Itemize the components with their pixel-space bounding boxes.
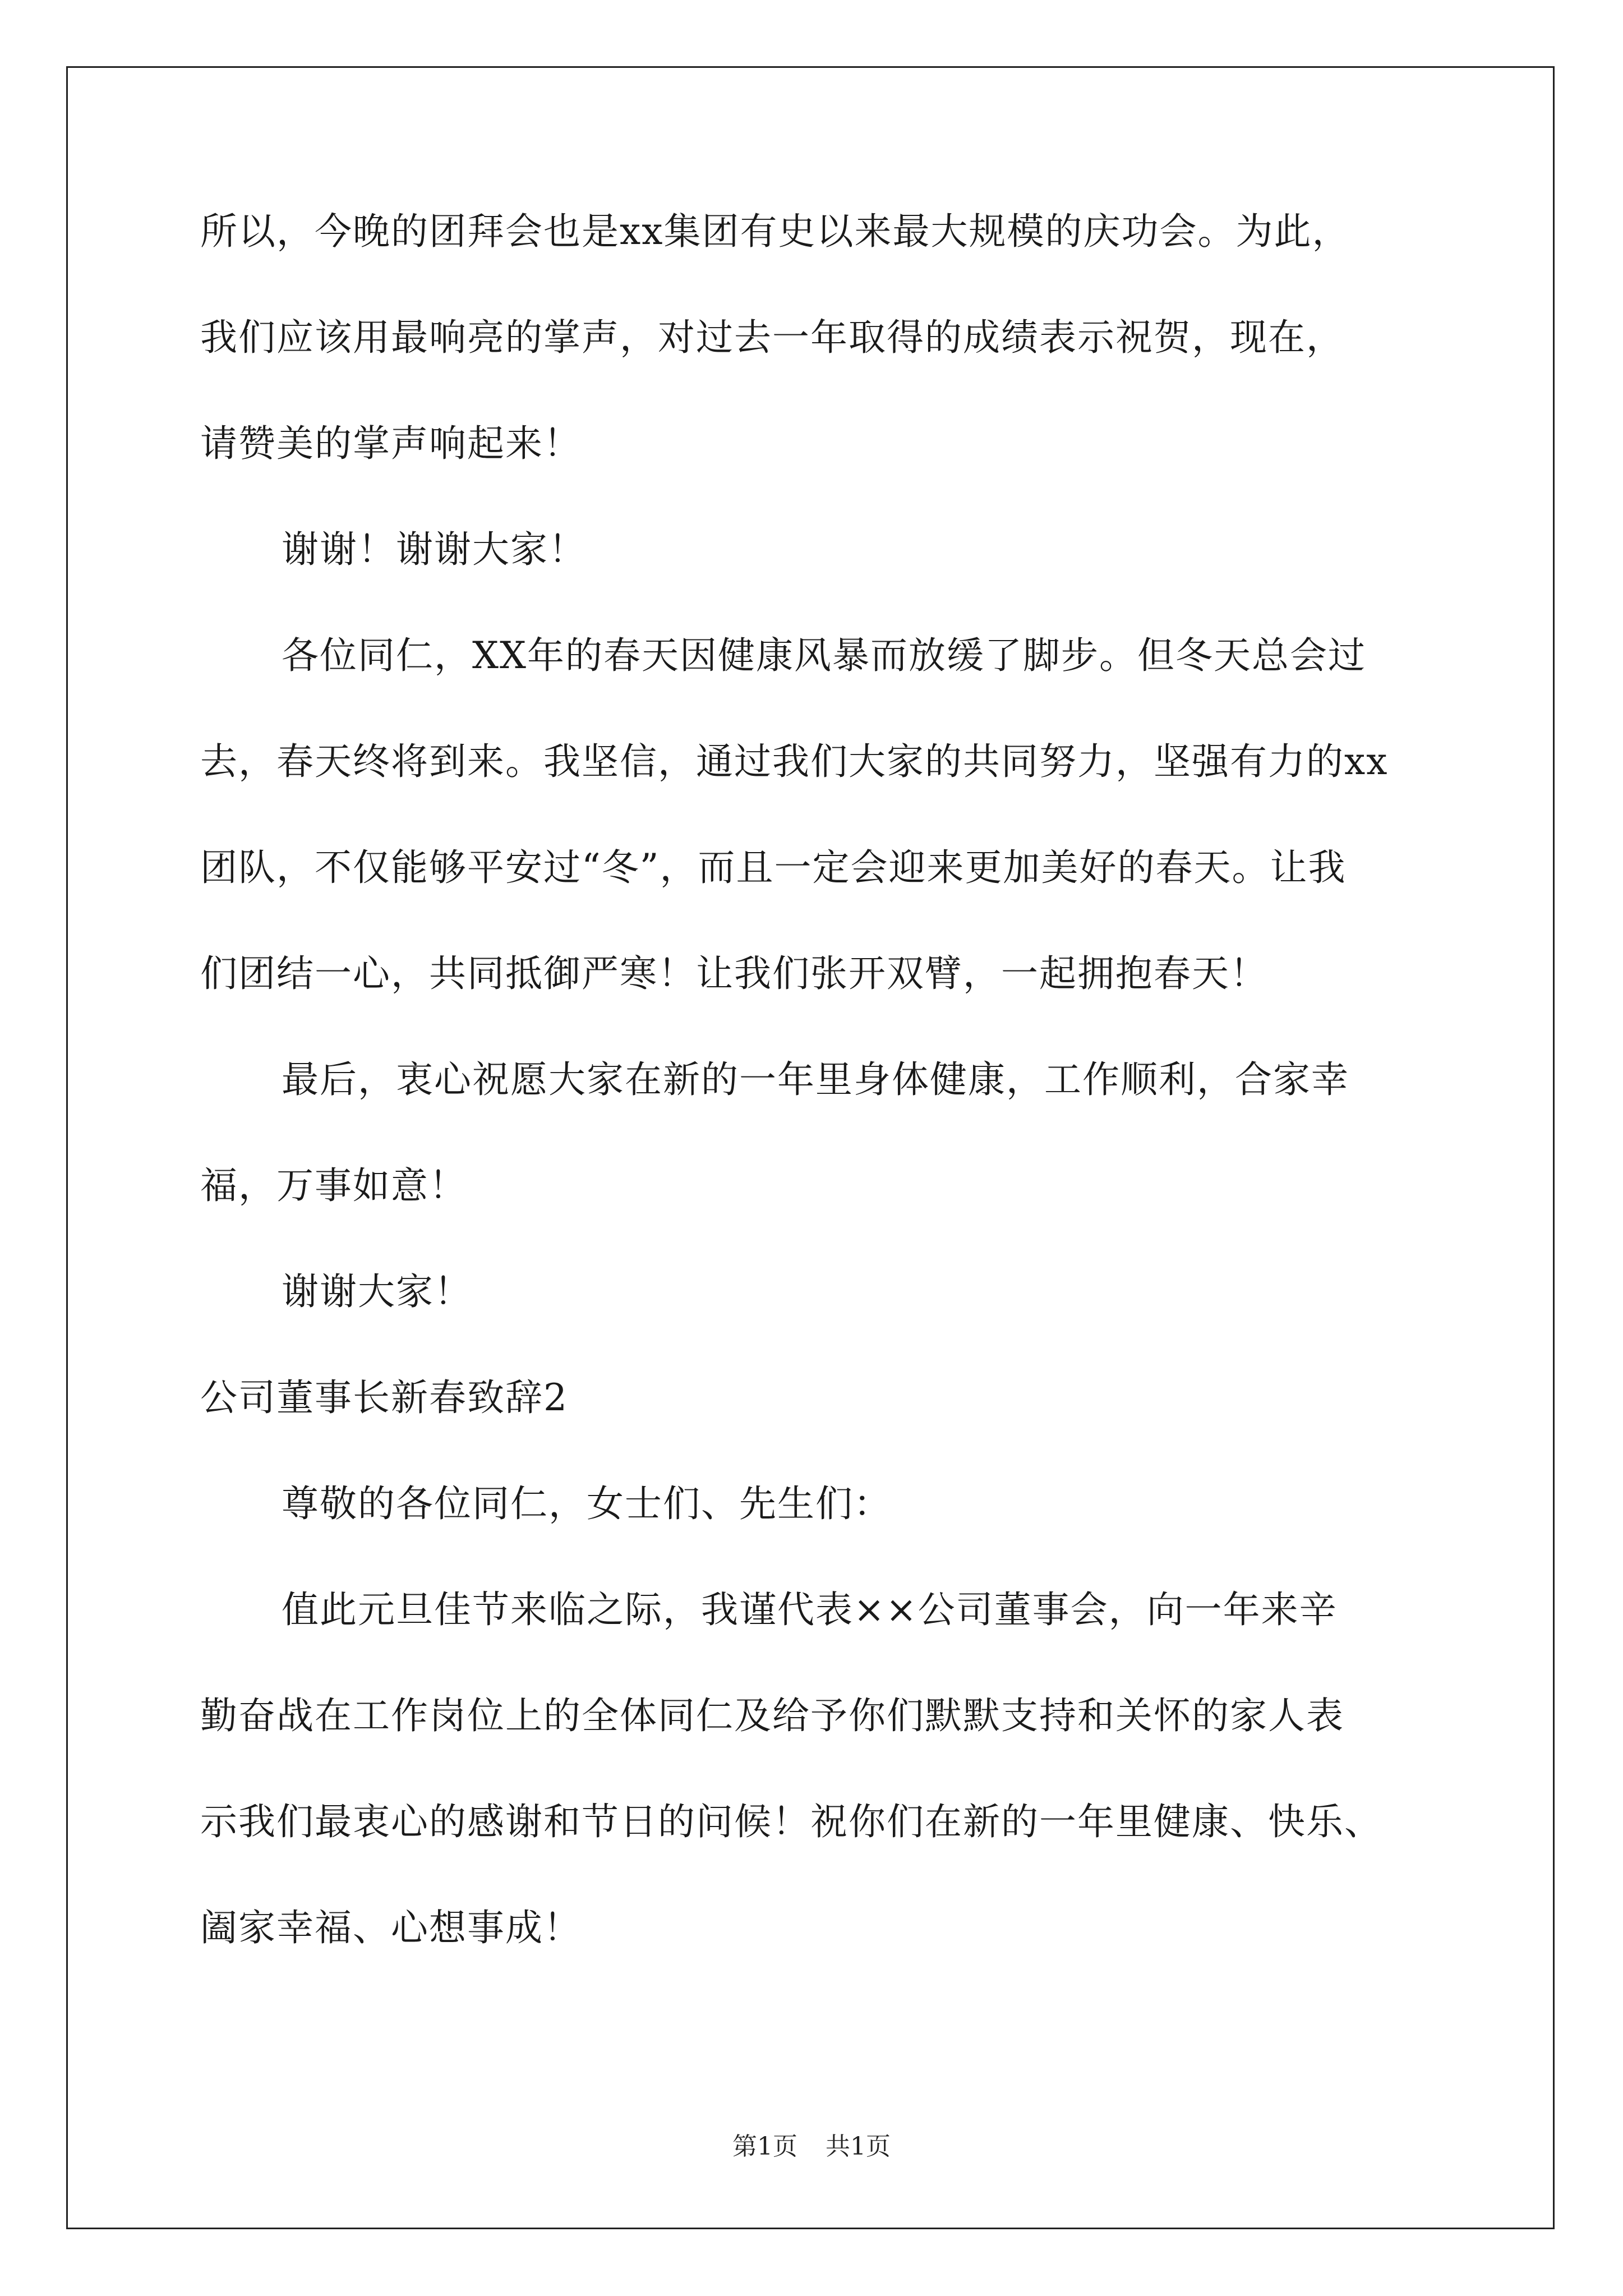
text-line: 最后，衷心祝愿大家在新的一年里身体健康，工作顺利，合家幸 bbox=[282, 1058, 1349, 1101]
text-line: 各位同仁，XX年的春天因健康风暴而放缓了脚步。但冬天总会过 bbox=[282, 634, 1366, 677]
text-line: 所以，今晚的团拜会也是xx集团有史以来最大规模的庆功会。为此， bbox=[200, 210, 1350, 253]
text-line: 值此元旦佳节来临之际，我谨代表××公司董事会，向一年来辛 bbox=[282, 1588, 1338, 1631]
section-heading: 公司董事长新春致辞2 bbox=[200, 1376, 568, 1419]
text-line: 去，春天终将到来。我坚信，通过我们大家的共同努力，坚强有力的xx bbox=[200, 740, 1389, 783]
text-line: 谢谢大家！ bbox=[282, 1270, 472, 1313]
text-line: 阖家幸福、心想事成！ bbox=[200, 1906, 582, 1949]
text-line: 勤奋战在工作岗位上的全体同仁及给予你们默默支持和关怀的家人表 bbox=[200, 1694, 1344, 1737]
text-line: 我们应该用最响亮的掌声，对过去一年取得的成绩表示祝贺，现在， bbox=[200, 316, 1344, 359]
text-line: 团队，不仅能够平安过“冬”，而且一定会迎来更加美好的春天。让我 bbox=[200, 846, 1347, 889]
document-body bbox=[200, 210, 1456, 2016]
page-total: 共1页 bbox=[826, 2132, 891, 2161]
page-number: 第1页 bbox=[732, 2132, 797, 2161]
text-line: 尊敬的各位同仁，女士们、先生们： bbox=[282, 1482, 892, 1525]
text-line: 谢谢！谢谢大家！ bbox=[282, 528, 587, 571]
text-line: 们团结一心，共同抵御严寒！让我们张开双臂，一起拥抱春天！ bbox=[200, 952, 1268, 995]
page-footer bbox=[0, 2134, 1623, 2159]
text-line: 请赞美的掌声响起来！ bbox=[200, 422, 582, 465]
text-line: 示我们最衷心的感谢和节日的问候！祝你们在新的一年里健康、快乐、 bbox=[200, 1800, 1382, 1843]
text-line: 福，万事如意！ bbox=[200, 1164, 467, 1207]
